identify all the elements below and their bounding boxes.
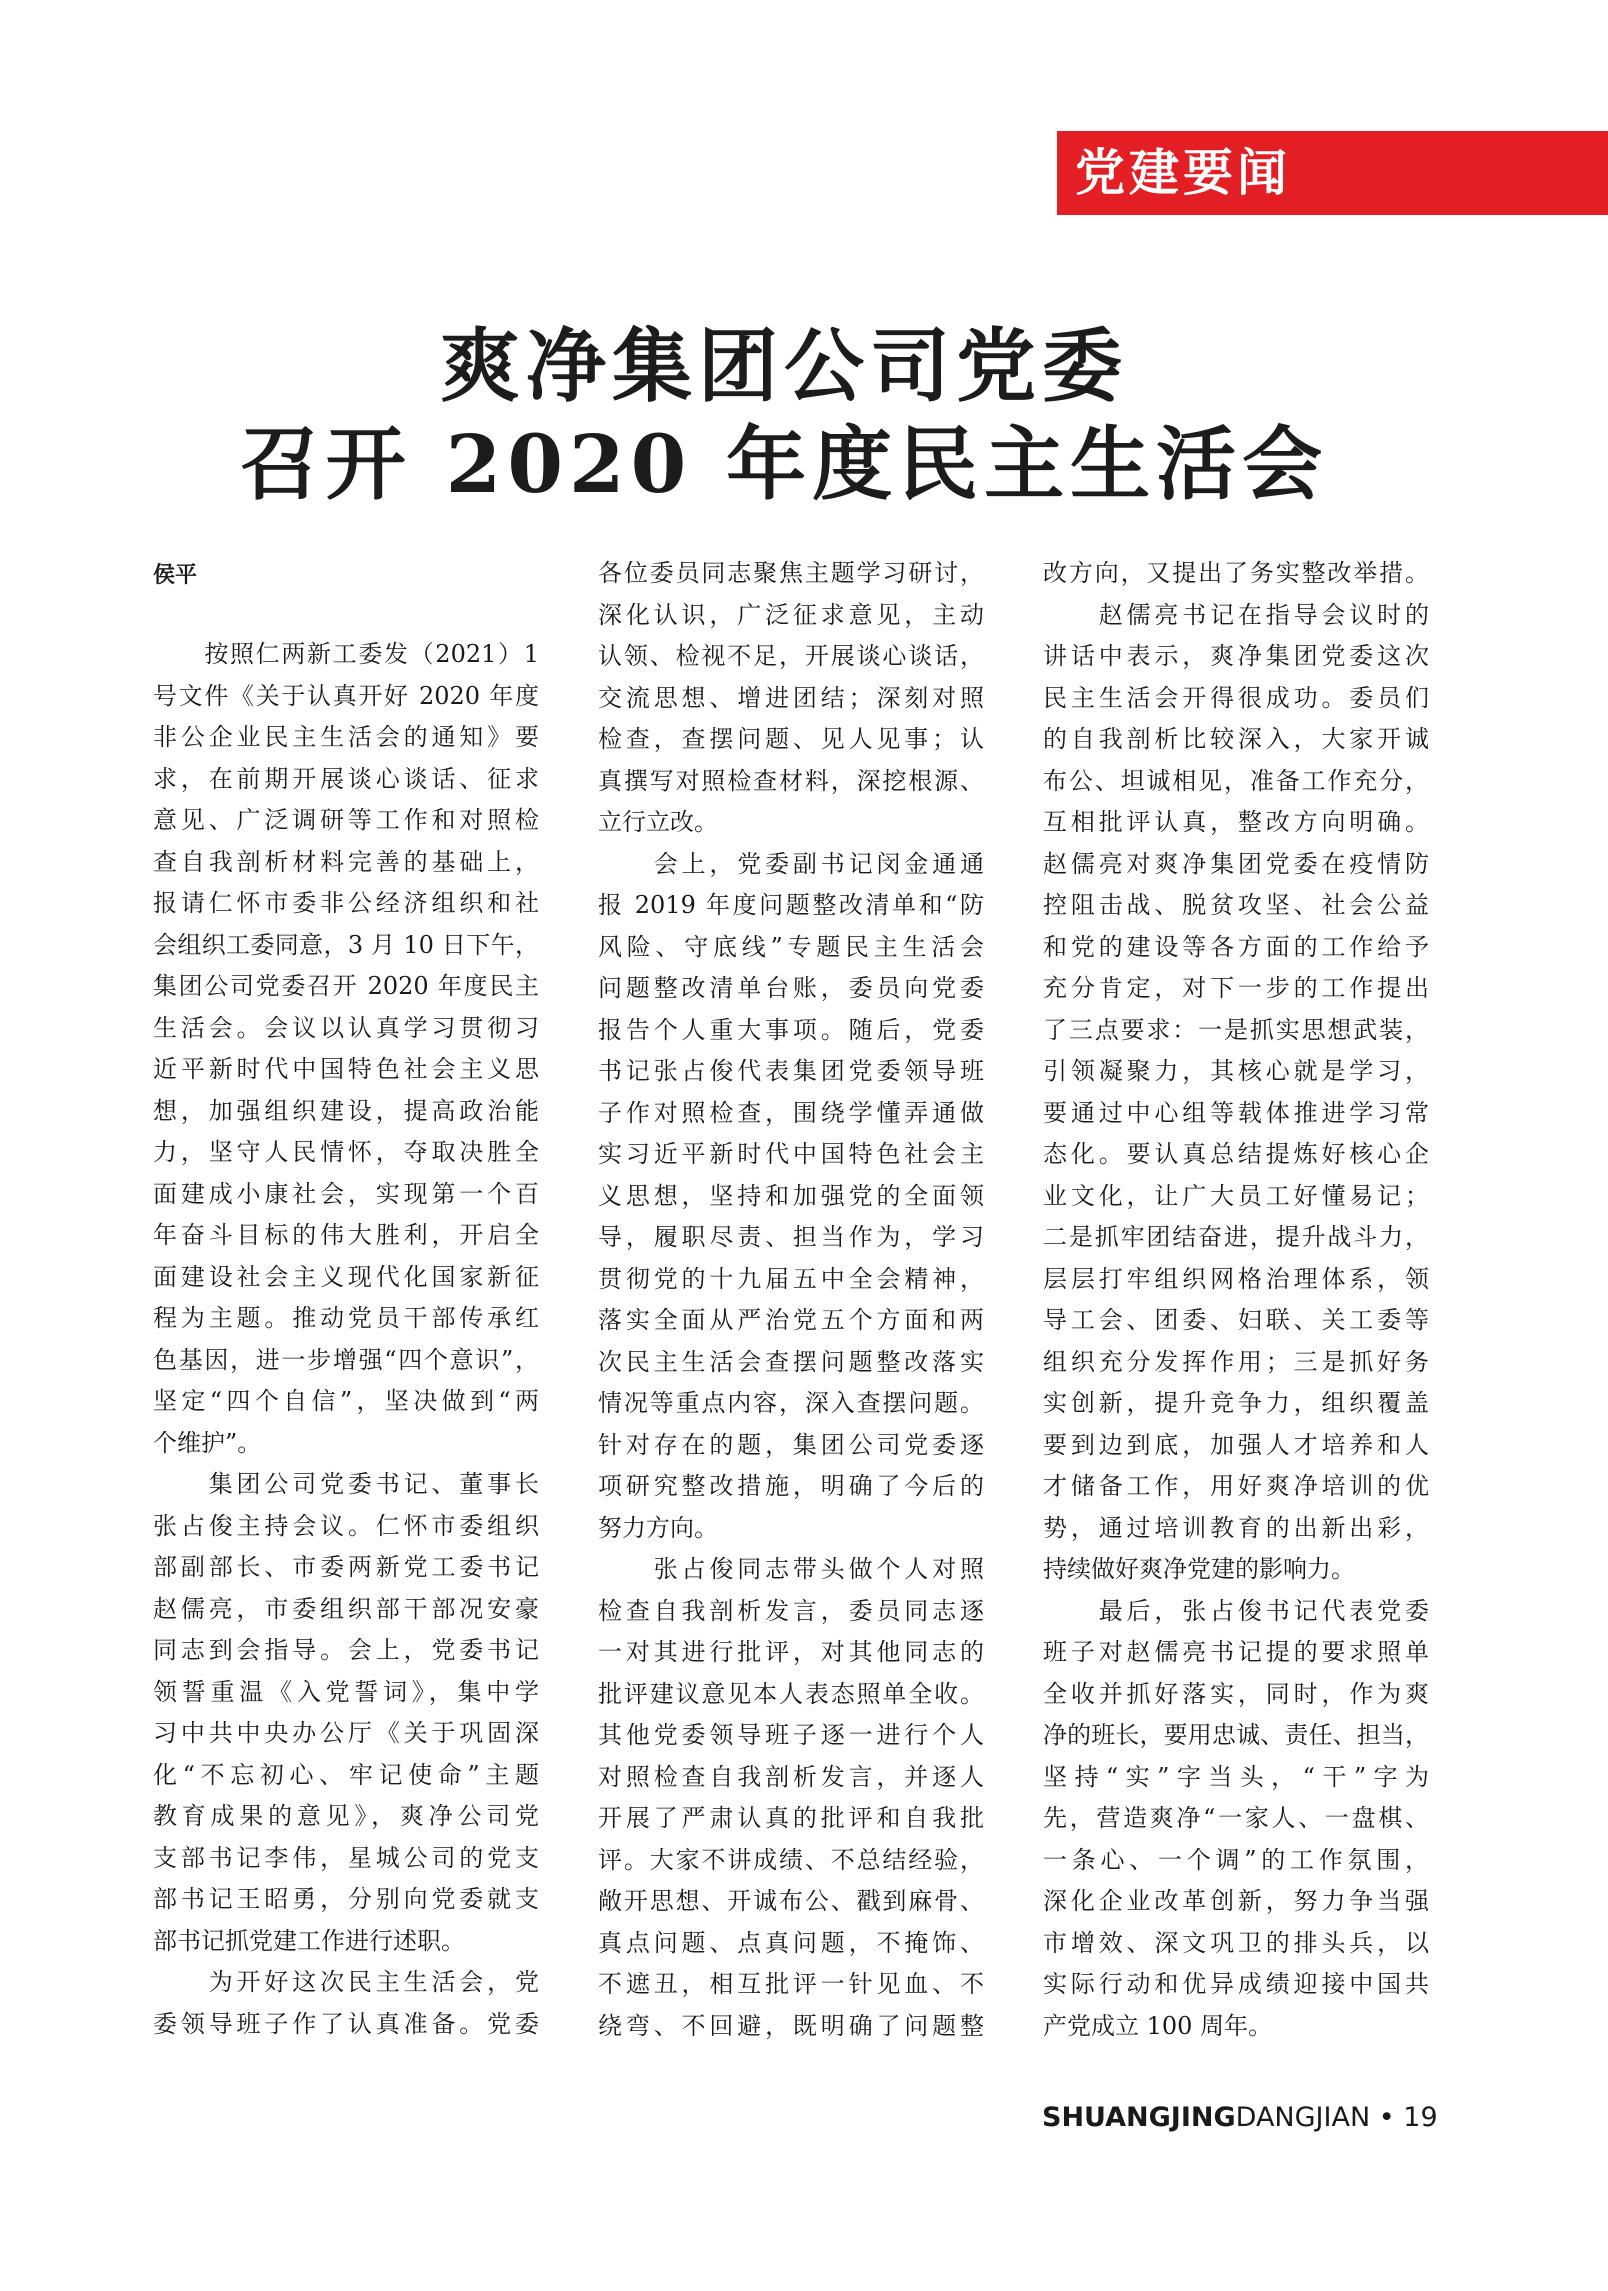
text-line: 实习近平新时代中国特色社会主 (598, 1140, 984, 1168)
text-line: 同志到会指导。会上，党委书记 (153, 1636, 539, 1664)
text-line: 了三点要求：一是抓实思想武装， (1043, 1015, 1429, 1044)
text-line: 业文化，让广大员工好懂易记； (1043, 1181, 1429, 1210)
footer-separator: • (1378, 2102, 1395, 2133)
text-line: 互相批评认真，整改方向明确。 (1043, 808, 1429, 836)
text-line: 查自我剖析材料完善的基础上， (153, 847, 539, 876)
text-line: 交流思想、增进团结；深刻对照 (598, 683, 984, 712)
text-line: 势，通过培训教育的出新出彩， (1043, 1513, 1429, 1542)
text-line: 面建成小康社会，实现第一个百 (153, 1179, 539, 1208)
text-line: 真点问题、点真问题，不掩饰、 (598, 1928, 984, 1957)
text-line: 非公企业民主生活会的通知》要 (153, 723, 539, 751)
text-line: 层层打牢组织网格治理体系，领 (1043, 1264, 1429, 1293)
text-line: 产党成立 100 周年。 (1043, 2011, 1273, 2040)
text-line: 问题整改清单台账，委员向党委 (598, 974, 984, 1002)
text-line: 深化认识，广泛征求意见，主动 (598, 600, 984, 629)
text-line: 对照检查自我剖析发言，并逐人 (598, 1762, 984, 1791)
text-line: 赵儒亮，市委组织部干部况安豪 (153, 1594, 539, 1623)
text-line: 集团公司党委召开 2020 年度民主 (153, 972, 539, 1000)
text-line: 教育成果的意见》，爽净公司党 (153, 1802, 539, 1830)
text-line: 班子对赵儒亮书记提的要求照单 (1043, 1638, 1429, 1666)
text-line: 会组织工委同意，3 月 10 日下午， (153, 930, 539, 959)
text-line: 的自我剖析比较深入，大家开诚 (1043, 725, 1429, 753)
text-line: 近平新时代中国特色社会主义思 (153, 1055, 539, 1083)
text-line: 领誓重温《入党誓词》，集中学 (153, 1677, 539, 1706)
text-line: 报告个人重大事项。随后，党委 (598, 1015, 984, 1044)
text-line: 项研究整改措施，明确了今后的 (598, 1472, 984, 1500)
text-line: 检查自我剖析发言，委员同志逐 (598, 1596, 984, 1625)
text-line: 要到边到底，加强人才培养和人 (1043, 1430, 1429, 1459)
text-line: 委领导班子作了认真准备。党委 (153, 2009, 539, 2038)
text-line: 和党的建设等各方面的工作给予 (1043, 932, 1429, 961)
text-line: 个维护”。 (153, 1428, 262, 1457)
text-line: 市增效、深文巩卫的排头兵，以 (1043, 1928, 1429, 1957)
text-line: 立行立改。 (598, 808, 718, 836)
headline-line-1: 爽净集团公司党委 (440, 319, 1128, 413)
footer-brand-regular: DANGJIAN (1235, 2102, 1371, 2133)
text-line: 态化。要认真总结提炼好核心企 (1043, 1140, 1429, 1168)
text-line: 布公、坦诚相见，准备工作充分， (1043, 766, 1429, 795)
section-tag: 党建要闻 (1057, 131, 1608, 215)
text-line: 持续做好爽净党建的影响力。 (1043, 1555, 1355, 1583)
text-line: 求，在前期开展谈心谈话、征求 (153, 764, 539, 793)
text-line: 努力方向。 (598, 1513, 718, 1542)
text-line: 一条心、一个调”的工作氛围， (1043, 1845, 1429, 1874)
text-line: 贯彻党的十九届五中全会精神， (598, 1264, 984, 1293)
text-line: 力，坚守人民情怀，夺取决胜全 (153, 1138, 539, 1166)
text-line: 坚持“实”字当头，“干”字为 (1043, 1762, 1429, 1791)
text-line: 净的班长，要用忠诚、责任、担当， (1043, 1721, 1429, 1749)
text-line: 生活会。会议以认真学习贯彻习 (153, 1013, 539, 1042)
text-line: 色基因，进一步增强“四个意识”， (153, 1345, 539, 1374)
text-line: 检查，查摆问题、见人见事；认 (598, 725, 984, 753)
text-line: 导工会、团委、妇联、关工委等 (1043, 1306, 1429, 1334)
page-footer (1042, 2102, 1438, 2133)
text-line: 赵儒亮书记在指导会议时的 (1043, 600, 1429, 629)
text-line: 习中共中央办公厅《关于巩固深 (153, 1719, 539, 1747)
text-line: 集团公司党委书记、董事长 (153, 1470, 539, 1498)
text-line: 会上，党委副书记闵金通通 (598, 849, 984, 878)
text-line: 为开好这次民主生活会，党 (153, 1968, 539, 1996)
text-line: 子作对照检查，围绕学懂弄通做 (598, 1098, 984, 1127)
headline-line-2: 召开 2020 年度民主生活会 (239, 417, 1329, 511)
text-line: 真撰写对照检查材料，深挖根源、 (598, 766, 984, 795)
text-line: 民主生活会开得很成功。委员们 (1043, 683, 1429, 712)
text-line: 落实全面从严治党五个方面和两 (598, 1306, 984, 1334)
text-line: 按照仁两新工委发（2021）1 (153, 640, 539, 668)
text-line: 各位委员同志聚焦主题学习研讨， (598, 559, 984, 587)
text-line: 年奋斗目标的伟大胜利，开启全 (153, 1221, 539, 1249)
text-line: 次民主生活会查摆问题整改落实 (598, 1347, 984, 1376)
text-line: 面建设社会主义现代化国家新征 (153, 1262, 539, 1291)
text-line: 控阻击战、脱贫攻坚、社会公益 (1043, 891, 1429, 919)
text-line: 报请仁怀市委非公经济组织和社 (153, 889, 539, 917)
text-line: 改方向，又提出了务实整改举措。 (1043, 559, 1429, 587)
text-line: 坚定“四个自信”，坚决做到“两 (153, 1387, 539, 1415)
text-line: 全收并抓好落实，同时，作为爽 (1043, 1679, 1429, 1708)
text-line: 导，履职尽责、担当作为，学习 (598, 1223, 984, 1251)
text-line: 针对存在的题，集团公司党委逐 (598, 1430, 984, 1459)
text-line: 认领、检视不足，开展谈心谈话， (598, 642, 984, 670)
author: 侯平 (153, 563, 198, 588)
text-line: 一对其进行批评，对其他同志的 (598, 1638, 984, 1666)
text-line: 化“不忘初心、牢记使命”主题 (153, 1760, 539, 1789)
text-line: 组织充分发挥作用；三是抓好务 (1043, 1347, 1429, 1376)
text-line: 才储备工作，用好爽净培训的优 (1043, 1472, 1429, 1500)
text-line: 实际行动和优异成绩迎接中国共 (1043, 1970, 1429, 1998)
text-line: 报 2019 年度问题整改清单和“防 (598, 891, 984, 919)
text-line: 最后，张占俊书记代表党委 (1043, 1596, 1429, 1625)
article-column-3 (1043, 553, 1429, 2047)
text-line: 支部书记李伟，星城公司的党支 (153, 1843, 539, 1872)
text-line: 想，加强组织建设，提高政治能 (153, 1096, 539, 1125)
page-number: 19 (1403, 2102, 1438, 2133)
text-line: 义思想，坚持和加强党的全面领 (598, 1181, 984, 1210)
text-line: 程为主题。推动党员干部传承红 (153, 1304, 539, 1332)
text-line: 情况等重点内容，深入查摆问题。 (598, 1389, 984, 1417)
article-column-2 (598, 553, 984, 2047)
text-line: 不遮丑，相互批评一针见血、不 (598, 1970, 984, 1998)
text-line: 部书记抓党建工作进行述职。 (153, 1926, 465, 1955)
text-line: 充分肯定，对下一步的工作提出 (1043, 974, 1429, 1002)
text-line: 引领凝聚力，其核心就是学习， (1043, 1057, 1429, 1085)
text-line: 先，营造爽净“一家人、一盘棋、 (1043, 1804, 1429, 1832)
text-line: 号文件《关于认真开好 2020 年度 (153, 681, 539, 710)
text-line: 绕弯、不回避，既明确了问题整 (598, 2011, 984, 2040)
text-line: 敞开思想、开诚布公、戳到麻骨、 (598, 1887, 984, 1915)
text-line: 意见、广泛调研等工作和对照检 (153, 806, 539, 834)
text-line: 张占俊主持会议。仁怀市委组织 (153, 1511, 539, 1540)
text-line: 深化企业改革创新，努力争当强 (1043, 1887, 1429, 1915)
text-line: 张占俊同志带头做个人对照 (598, 1555, 984, 1583)
text-line: 批评建议意见本人表态照单全收。 (598, 1679, 984, 1708)
text-line: 评。大家不讲成绩、不总结经验， (598, 1845, 984, 1874)
text-line: 二是抓牢团结奋进，提升战斗力， (1043, 1223, 1429, 1251)
text-line: 部副部长、市委两新党工委书记 (153, 1553, 539, 1581)
text-line: 书记张占俊代表集团党委领导班 (598, 1057, 984, 1085)
text-line: 要通过中心组等载体推进学习常 (1043, 1098, 1429, 1127)
footer-brand-bold: SHUANGJING (1042, 2102, 1236, 2133)
text-line: 实创新，提升竞争力，组织覆盖 (1043, 1389, 1429, 1417)
text-line: 讲话中表示，爽净集团党委这次 (1043, 642, 1429, 670)
text-line: 部书记王昭勇，分别向党委就支 (153, 1885, 539, 1913)
article-column-1 (153, 634, 539, 2045)
text-line: 赵儒亮对爽净集团党委在疫情防 (1043, 849, 1429, 878)
text-line: 其他党委领导班子逐一进行个人 (598, 1721, 984, 1749)
text-line: 开展了严肃认真的批评和自我批 (598, 1804, 984, 1832)
text-line: 风险、守底线”专题民主生活会 (598, 932, 984, 961)
